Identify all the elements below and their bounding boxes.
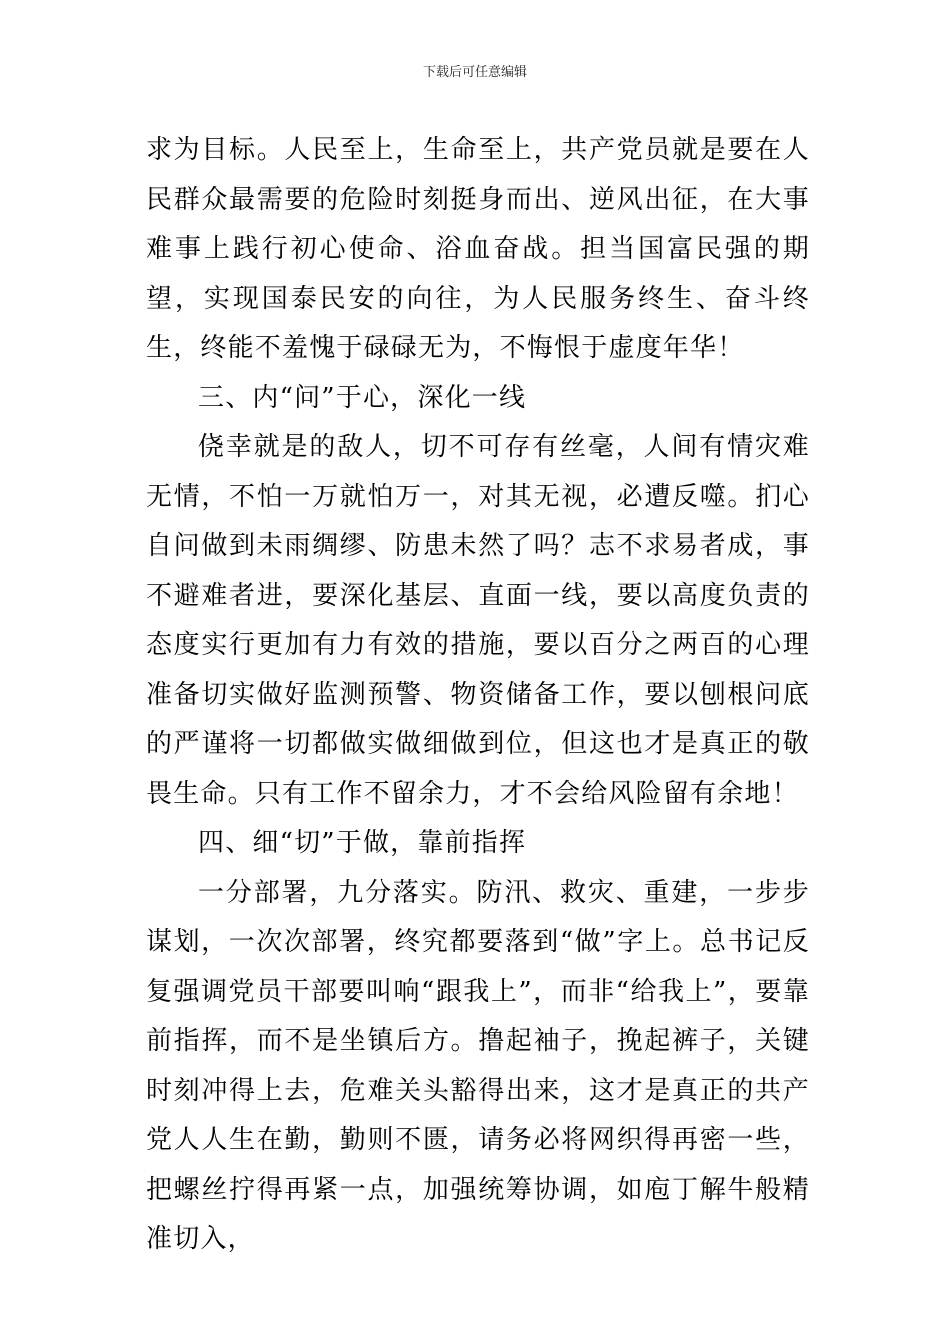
paragraph-section-4: 一分部署，九分落实。防汛、救灾、重建，一步步谋划，一次次部署，终究都要落到“做”字上。总书记反复强调党员干部要叫响“跟我上”，而非“给我上”，要靠前指挥，而不是坐镇后方。撸起袖子，挽起裤子，关键时刻冲得上去，危难关头豁得出来，这才是真正的共产党人人生在勤，勤则不匮，请务必将网织得再密一些，把螺丝拧得再紧一点，加强统筹协调，如庖丁解牛般精准切入， (146, 877, 810, 1254)
paragraph-continued: 求为目标。人民至上，生命至上，共产党员就是要在人民群众最需要的危险时刻挺身而出、逆风出征，在大事难事上践行初心使命、浴血奋战。担当国富民强的期望，实现国泰民安的向往，为人民服务终生、奋斗终生，终能不羞愧于碌碌无为，不悔恨于虚度年华！ (146, 135, 810, 363)
document-body (146, 126, 810, 1265)
page-header-note: 下载后可任意编辑 (422, 65, 527, 80)
section-heading-3: 三、内“问”于心，深化一线 (198, 382, 527, 413)
paragraph-section-3: 侥幸就是的敌人，切不可存有丝毫，人间有情灾难无情，不怕一万就怕万一，对其无视，必遭反噬。扪心自问做到未雨绸缪、防患未然了吗？志不求易者成，事不避难者进，要深化基层、直面一线，要以高度负责的态度实行更加有力有效的措施，要以百分之两百的心理准备切实做好监测预警、物资储备工作，要以刨根问底的严谨将一切都做实做细做到位，但这也才是真正的敬畏生命。只有工作不留余力，才不会给风险留有余地！ (146, 432, 810, 809)
section-heading-4: 四、细“切”于做，靠前指挥 (198, 828, 527, 858)
